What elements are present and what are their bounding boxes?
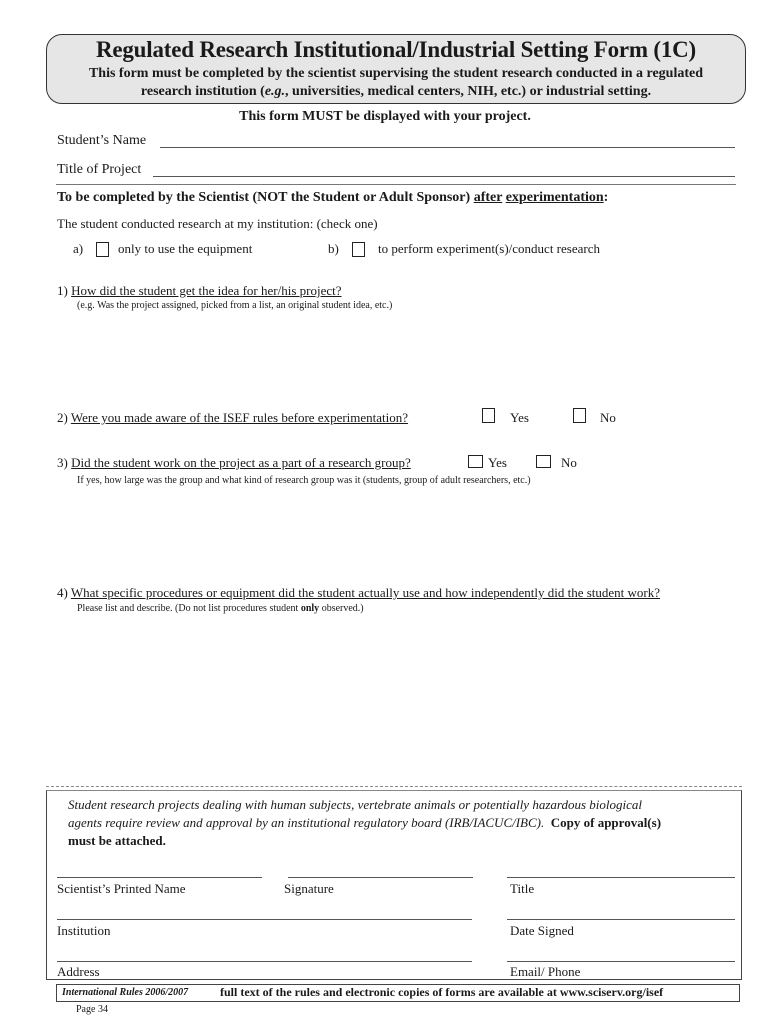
q3-no-label: No [561, 455, 577, 470]
title-label: Title [510, 881, 535, 896]
q3-no-checkbox[interactable] [536, 455, 551, 468]
project-title-label: Title of Project [57, 162, 142, 177]
email-phone-label: Email/ Phone [510, 964, 581, 979]
q2-yes-checkbox[interactable] [482, 408, 495, 423]
q1-answer-area[interactable] [57, 316, 737, 396]
q4-hint-post: observed.) [319, 603, 364, 614]
page-number: Page 34 [76, 1004, 108, 1015]
printed-name-field[interactable] [57, 877, 262, 878]
title-field[interactable] [507, 877, 735, 878]
option-a-label: only to use the equipment [118, 241, 253, 256]
q2-yes-label: Yes [510, 410, 529, 425]
project-title-field[interactable] [153, 176, 735, 177]
q3-answer-area[interactable] [57, 492, 737, 572]
address-label: Address [57, 964, 100, 979]
approval-note [68, 796, 728, 850]
approval-bold-2: must be attached. [68, 833, 166, 848]
q3-number: 3) [57, 455, 68, 470]
heading-experimentation: experimentation [505, 190, 604, 205]
subtitle-pre: research institution ( [140, 84, 265, 99]
subtitle-line-1: This form must be completed by the scientist supervising the student research conducted in a regulated [88, 66, 704, 81]
approval-bold-1: Copy of approval(s) [550, 815, 662, 830]
q1-hint: (e.g. Was the project assigned, picked from a list, an original student idea, etc.) [77, 300, 393, 311]
approval-italic-1: Student research projects dealing with human subjects, vertebrate animals or potentially hazardous biological [68, 797, 642, 812]
option-b-label: to perform experiment(s)/conduct research [378, 241, 600, 256]
student-name-field[interactable] [160, 147, 735, 148]
q3-yes-label: Yes [488, 455, 507, 470]
option-a-checkbox[interactable] [96, 242, 109, 257]
form-title: Regulated Research Institutional/Industrial Setting Form (1C) [95, 37, 697, 62]
q2-no-label: No [600, 410, 616, 425]
footer-note: full text of the rules and electronic copies of forms are available at www.sciserv.org/isef [220, 985, 664, 999]
institution-label: Institution [57, 923, 111, 938]
option-a-letter: a) [73, 241, 84, 256]
heading-text: To be completed by the Scientist (NOT the Student or Adult Sponsor) [57, 190, 474, 205]
q4-hint-pre: Please list and describe. (Do not list procedures student [77, 603, 301, 614]
q3-hint: If yes, how large was the group and what kind of research group was it (students, group of adult researchers, etc.) [77, 475, 531, 486]
form-header [46, 34, 746, 104]
section-divider [56, 184, 736, 185]
signature-label: Signature [284, 881, 334, 896]
q3-text: Did the student work on the project as a part of a research group? [71, 455, 411, 470]
question-3 [57, 455, 411, 471]
q4-text: What specific procedures or equipment did the student actually use and how independently did the student work? [70, 585, 661, 600]
section-heading [57, 190, 608, 206]
q2-text: Were you made aware of the ISEF rules before experimentation? [70, 410, 409, 425]
q3-yes-checkbox[interactable] [468, 455, 483, 468]
q2-number: 2) [57, 410, 68, 425]
q4-number: 4) [57, 585, 68, 600]
institution-field[interactable] [57, 919, 472, 920]
heading-after: after [473, 190, 503, 205]
display-notice: This form MUST be displayed with your project. [239, 109, 531, 124]
q4-answer-area[interactable] [57, 620, 737, 770]
question-1 [57, 283, 342, 299]
signature-field[interactable] [288, 877, 473, 878]
subtitle-eg: e.g. [264, 84, 286, 99]
email-phone-field[interactable] [507, 961, 735, 962]
option-b-checkbox[interactable] [352, 242, 365, 257]
date-signed-field[interactable] [507, 919, 735, 920]
form-subtitle [59, 65, 733, 101]
q1-text: How did the student get the idea for her/his project? [71, 283, 342, 298]
option-b-letter: b) [328, 241, 339, 256]
approval-italic-2: agents require review and approval by an institutional regulatory board (IRB/IACUC/IBC). [68, 815, 545, 830]
student-name-label: Student’s Name [57, 133, 147, 148]
printed-name-label: Scientist’s Printed Name [57, 881, 186, 896]
footer-rules: International Rules 2006/2007 [62, 987, 189, 998]
question-2 [57, 410, 408, 426]
q4-hint-only: only [300, 603, 320, 614]
heading-colon: : [603, 190, 609, 205]
q4-hint [77, 603, 364, 614]
q1-number: 1) [57, 283, 68, 298]
subtitle-post: , universities, medical centers, NIH, etc.) or industrial setting. [285, 84, 652, 99]
date-signed-label: Date Signed [510, 923, 574, 938]
conducted-prompt: The student conducted research at my institution: (check one) [57, 216, 378, 231]
subtitle-line-2 [59, 83, 733, 101]
question-4 [57, 585, 660, 601]
dashed-divider [46, 786, 742, 787]
q2-no-checkbox[interactable] [573, 408, 586, 423]
address-field[interactable] [57, 961, 472, 962]
